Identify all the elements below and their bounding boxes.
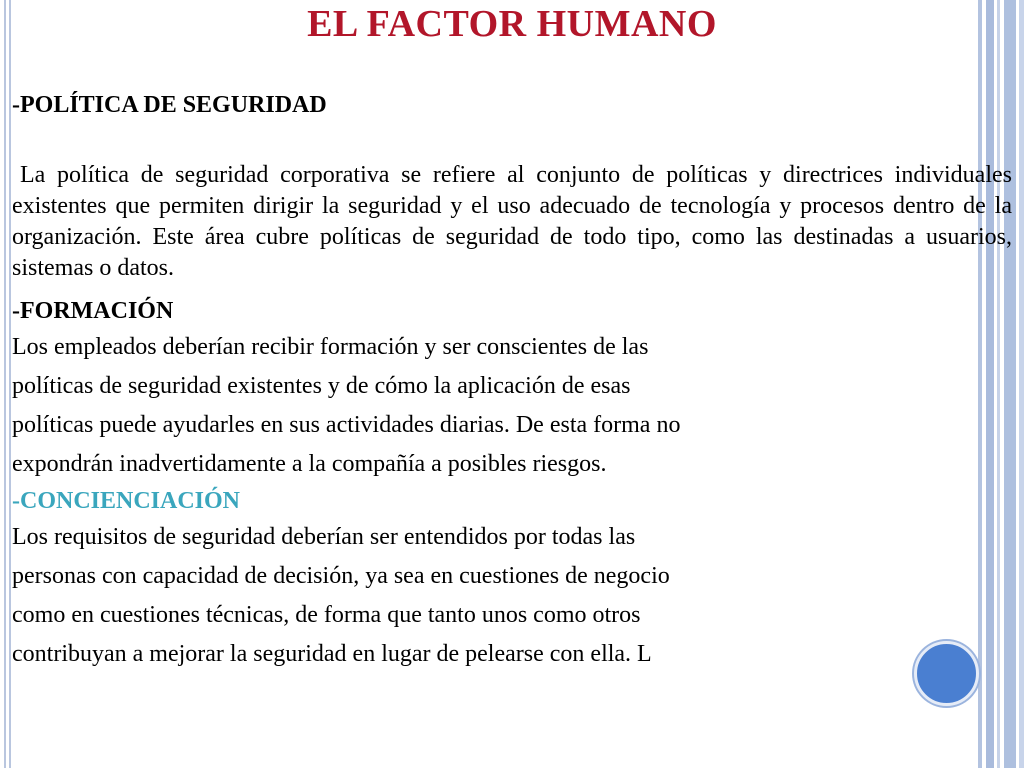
decorative-circle <box>914 641 979 706</box>
right-border-stripe <box>1019 0 1024 768</box>
text-line: expondrán inadvertidamente a la compañía a posibles riesgos. <box>12 451 607 477</box>
section-heading-politica: -POLÍTICA DE SEGURIDAD <box>12 92 327 118</box>
text-line: Los empleados deberían recibir formación y ser conscientes de las <box>12 334 649 360</box>
text-line: como en cuestiones técnicas, de forma que tanto unos como otros <box>12 602 641 628</box>
left-border-line <box>4 0 6 768</box>
text-line: personas con capacidad de decisión, ya sea en cuestiones de negocio <box>12 563 670 589</box>
text-line: Los requisitos de seguridad deberían ser entendidos por todas las <box>12 524 636 550</box>
section-paragraph-concienciacion <box>12 518 1012 674</box>
text-line: contribuyan a mejorar la seguridad en lugar de pelearse con ella. L <box>12 641 652 667</box>
left-border-line <box>9 0 11 768</box>
text-line: políticas de seguridad existentes y de cómo la aplicación de esas <box>12 373 631 399</box>
section-heading-concienciacion: -CONCIENCIACIÓN <box>12 488 241 514</box>
slide-content <box>12 88 1012 674</box>
slide-title: EL FACTOR HUMANO <box>307 3 717 45</box>
section-heading-formacion: -FORMACIÓN <box>12 298 174 324</box>
section-paragraph-politica: La política de seguridad corporativa se refiere al conjunto de políticas y directrices individuales existentes que permiten dirigir la seguridad y el uso adecuado de tecnología y procesos dentro de la organización. Este área cubre políticas de seguridad de todo tipo, como las destinadas a usuarios, sistemas o datos. <box>12 162 1012 281</box>
text-line: políticas puede ayudarles en sus actividades diarias. De esta forma no <box>12 412 681 438</box>
section-paragraph-formacion <box>12 328 1012 484</box>
